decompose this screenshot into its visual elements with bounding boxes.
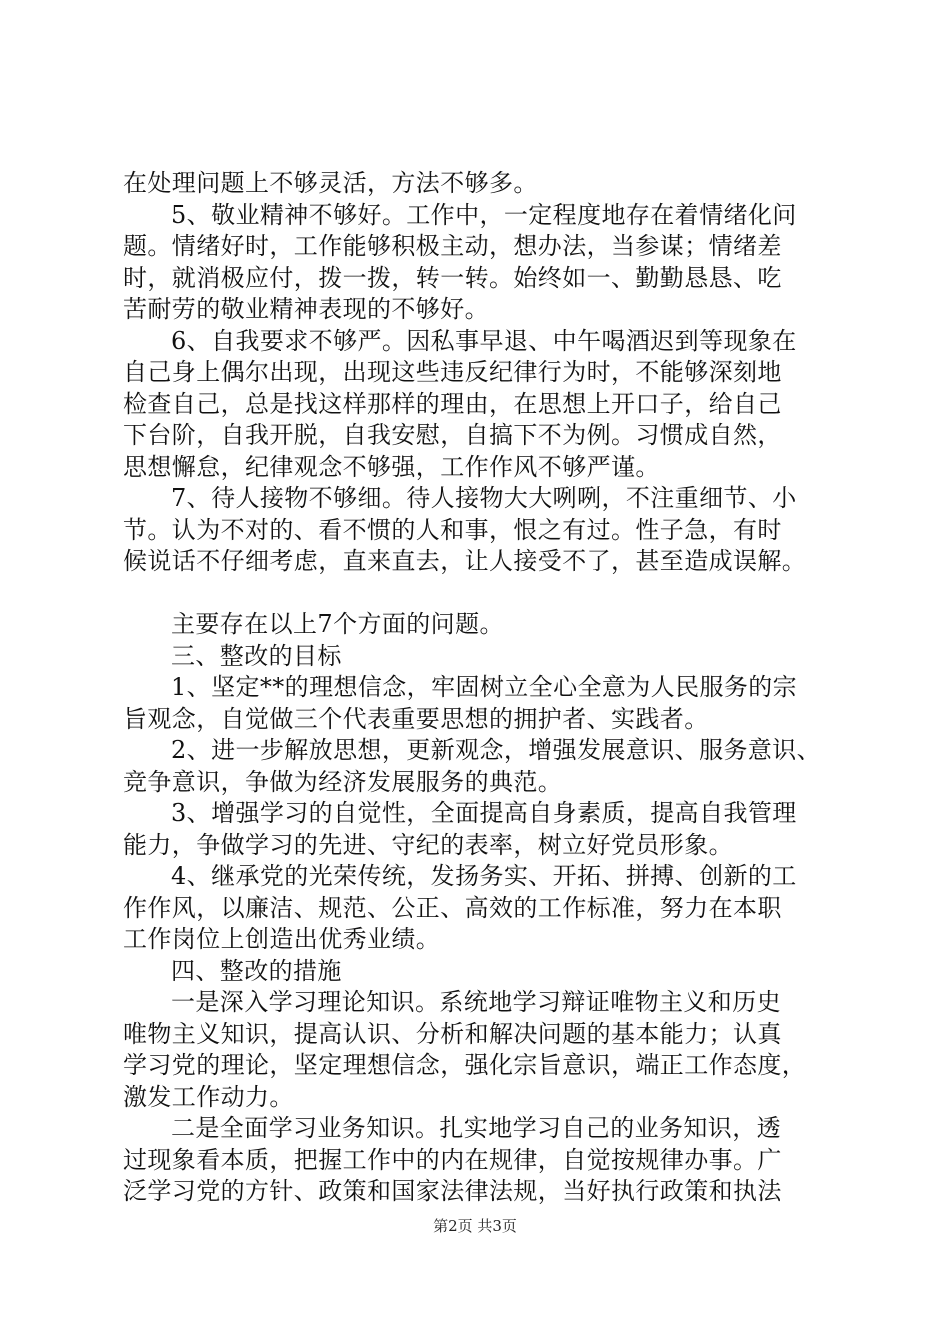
text-line: 三、整改的目标 (171, 641, 342, 670)
text-line: 激发工作动力。 (123, 1082, 294, 1111)
text-line: 自己身上偶尔出现，出现这些违反纪律行为时，不能够深刻地 (123, 358, 782, 386)
blank-line (123, 578, 851, 610)
text-line: 6、自我要求不够严。因私事早退、中午喝酒迟到等现象在 (171, 326, 797, 355)
text-line: 学习党的理论，坚定理想信念，强化宗旨意识，端正工作态度， (123, 1051, 807, 1079)
text-line: 时，就消极应付，拨一拨，转一转。始终如一、勤勤恳恳、吃 (123, 263, 782, 292)
text-line: 3、增强学习的自觉性，全面提高自身素质，提高自我管理 (171, 799, 797, 827)
text-line: 1、坚定**的理想信念，牢固树立全心全意为人民服务的宗 (171, 673, 798, 701)
text-line: 下台阶，自我开脱，自我安慰，自搞下不为例。习惯成自然， (123, 421, 782, 449)
text-line: 4、继承党的光荣传统，发扬务实、开拓、拼搏、创新的工 (171, 862, 797, 890)
text-line: 一是深入学习理论知识。系统地学习辩证唯物主义和历史 (171, 988, 781, 1016)
text-line: 作作风，以廉洁、规范、公正、高效的工作标准，努力在本职 (123, 893, 782, 922)
text-line: 泛学习党的方针、政策和国家法律法规，当好执行政策和执法 (123, 1177, 782, 1205)
text-line: 节。认为不对的、看不惯的人和事，恨之有过。性子急，有时 (123, 515, 782, 544)
text-line: 题。情绪好时，工作能够积极主动，想办法，当参谋；情绪差 (123, 232, 782, 260)
text-line: 在处理问题上不够灵活，方法不够多。 (123, 169, 538, 197)
text-line: 旨观念，自觉做三个代表重要思想的拥护者、实践者。 (123, 704, 709, 733)
text-line: 5、敬业精神不够好。工作中，一定程度地存在着情绪化问 (171, 200, 797, 229)
text-line: 四、整改的措施 (171, 956, 342, 985)
text-line: 工作岗位上创造出优秀业绩。 (123, 925, 441, 953)
text-line: 二是全面学习业务知识。扎实地学习自己的业务知识，透 (171, 1114, 781, 1142)
text-line: 唯物主义知识，提高认识、分析和解决问题的基本能力；认真 (123, 1019, 782, 1048)
text-line: 竞争意识，争做为经济发展服务的典范。 (123, 767, 563, 796)
text-line: 苦耐劳的敬业精神表现的不够好。 (123, 295, 489, 323)
text-line: 7、待人接物不够细。待人接物大大咧咧，不注重细节、小 (171, 484, 797, 512)
text-line: 候说话不仔细考虑，直来直去，让人接受不了，甚至造成误解。 (123, 547, 807, 575)
page-number-footer: 第2页 共3页 (433, 1217, 517, 1235)
text-line: 检查自己，总是找这样那样的理由，在思想上开口子，给自己 (123, 389, 782, 418)
text-line: 思想懈怠，纪律观念不够强，工作作风不够严谨。 (123, 452, 660, 481)
text-line: 主要存在以上7个方面的问题。 (171, 610, 504, 638)
text-line: 2、进一步解放思想，更新观念，增强发展意识、服务意识、 (171, 736, 822, 764)
text-line: 过现象看本质，把握工作中的内在规律，自觉按规律办事。广 (123, 1145, 782, 1174)
document-body (123, 168, 851, 1208)
text-line: 能力，争做学习的先进、守纪的表率，树立好党员形象。 (123, 830, 733, 859)
